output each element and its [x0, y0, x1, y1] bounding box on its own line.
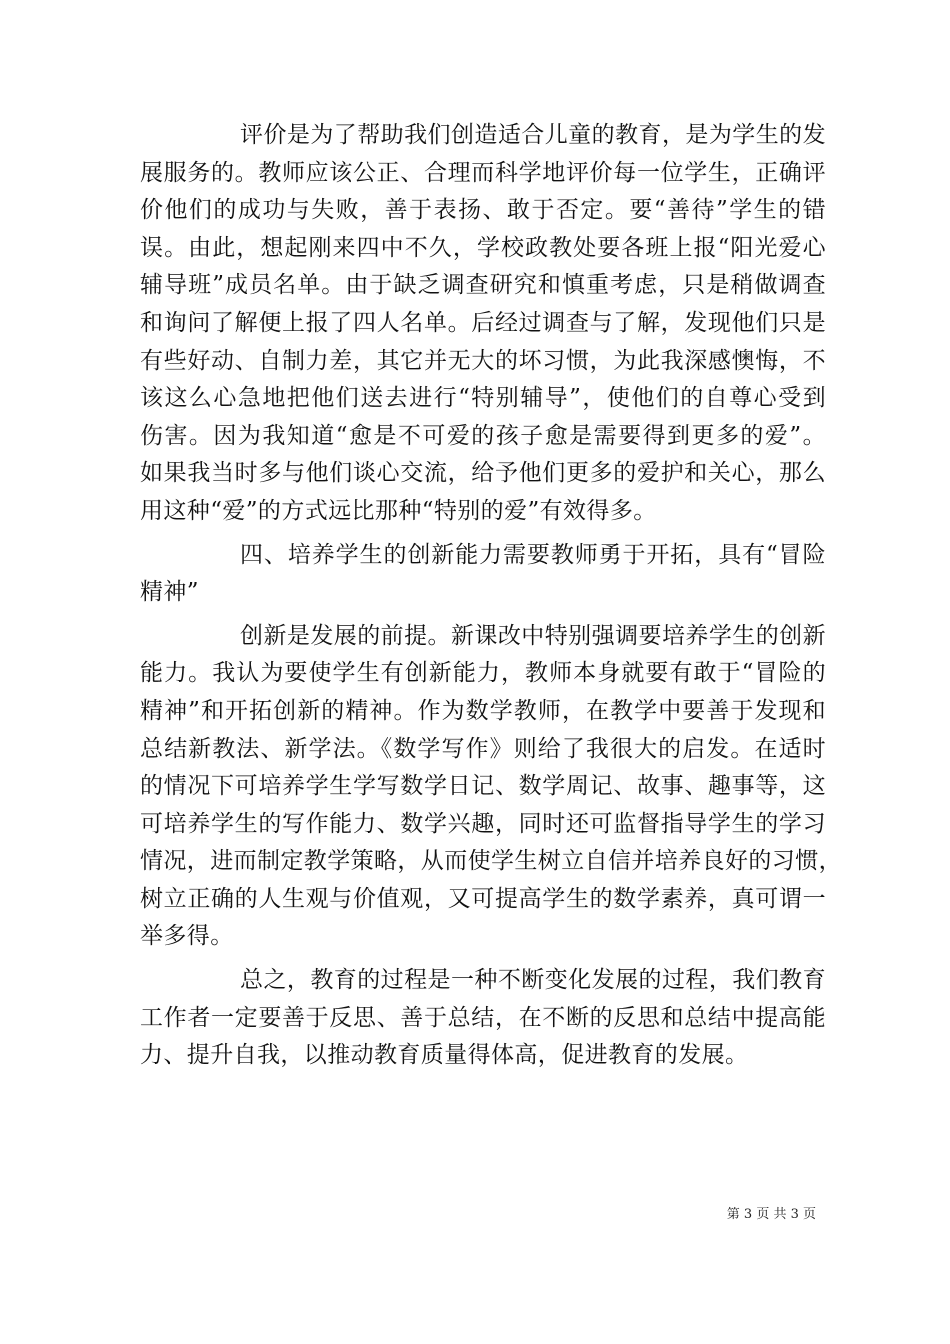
text-line: 伤害。因为我知道“愈是不可爱的孩子愈是需要得到更多的爱”。	[140, 422, 826, 449]
text-line: 可培养学生的写作能力、数学兴趣，同时还可监督指导学生的学习	[140, 810, 826, 837]
text-line: 工作者一定要善于反思、善于总结，在不断的反思和总结中提高能	[140, 1004, 826, 1031]
text-line: 误。由此，想起刚来四中不久，学校政教处要各班上报“阳光爱心	[140, 234, 826, 261]
text-line: 创新是发展的前提。新课改中特别强调要培养学生的创新	[240, 622, 826, 649]
text-line: 辅导班”成员名单。由于缺乏调查研究和慎重考虑，只是稍做调查	[140, 272, 826, 299]
text-line: 评价是为了帮助我们创造适合儿童的教育，是为学生的发	[240, 122, 826, 148]
text-line: 展服务的。教师应该公正、合理而科学地评价每一位学生，正确评	[140, 159, 826, 186]
text-line: 情况，进而制定教学策略，从而使学生树立自信并培养良好的习惯，	[140, 848, 842, 875]
text-line: 的情况下可培养学生学写数学日记、数学周记、故事、趣事等，这	[140, 773, 826, 800]
text-line: 如果我当时多与他们谈心交流，给予他们更多的爱护和关心，那么	[140, 460, 826, 487]
text-line: 举多得。	[140, 923, 234, 950]
text-line: 有些好动、自制力差，其它并无大的坏习惯，为此我深感懊悔，不	[140, 347, 826, 374]
text-line: 价他们的成功与失败，善于表扬、敢于否定。要“善待”学生的错	[140, 197, 826, 224]
text-line: 该这么心急地把他们送去进行“特别辅导”，使他们的自尊心受到	[140, 385, 826, 412]
text-line: 总结新教法、新学法。《数学写作》则给了我很大的启发。在适时	[140, 735, 826, 762]
text-line: 总之，教育的过程是一种不断变化发展的过程，我们教育	[240, 967, 826, 994]
page-number-footer: 第 3 页 共 3 页	[726, 1207, 816, 1222]
text-line: 能力。我认为要使学生有创新能力，教师本身就要有敢于“冒险的	[140, 660, 826, 687]
text-line: 用这种“爱”的方式远比那种“特别的爱”有效得多。	[140, 497, 657, 524]
paragraph-p2	[140, 537, 826, 612]
text-line: 树立正确的人生观与价值观，又可提高学生的数学素养，真可谓一	[140, 885, 826, 912]
text-line: 力、提升自我，以推动教育质量得体高，促进教育的发展。	[140, 1042, 749, 1069]
document-body	[140, 117, 842, 1075]
text-line: 四、培养学生的创新能力需要教师勇于开拓，具有“冒险	[240, 541, 826, 568]
text-line: 精神”和开拓创新的精神。作为数学教师，在教学中要善于发现和	[140, 697, 826, 724]
paragraph-p1	[140, 117, 826, 531]
paragraph-p4	[140, 962, 826, 1075]
text-line: 和询问了解便上报了四人名单。后经过调查与了解，发现他们只是	[140, 309, 826, 336]
paragraph-p3	[140, 618, 842, 956]
text-line: 精神”	[140, 579, 199, 606]
